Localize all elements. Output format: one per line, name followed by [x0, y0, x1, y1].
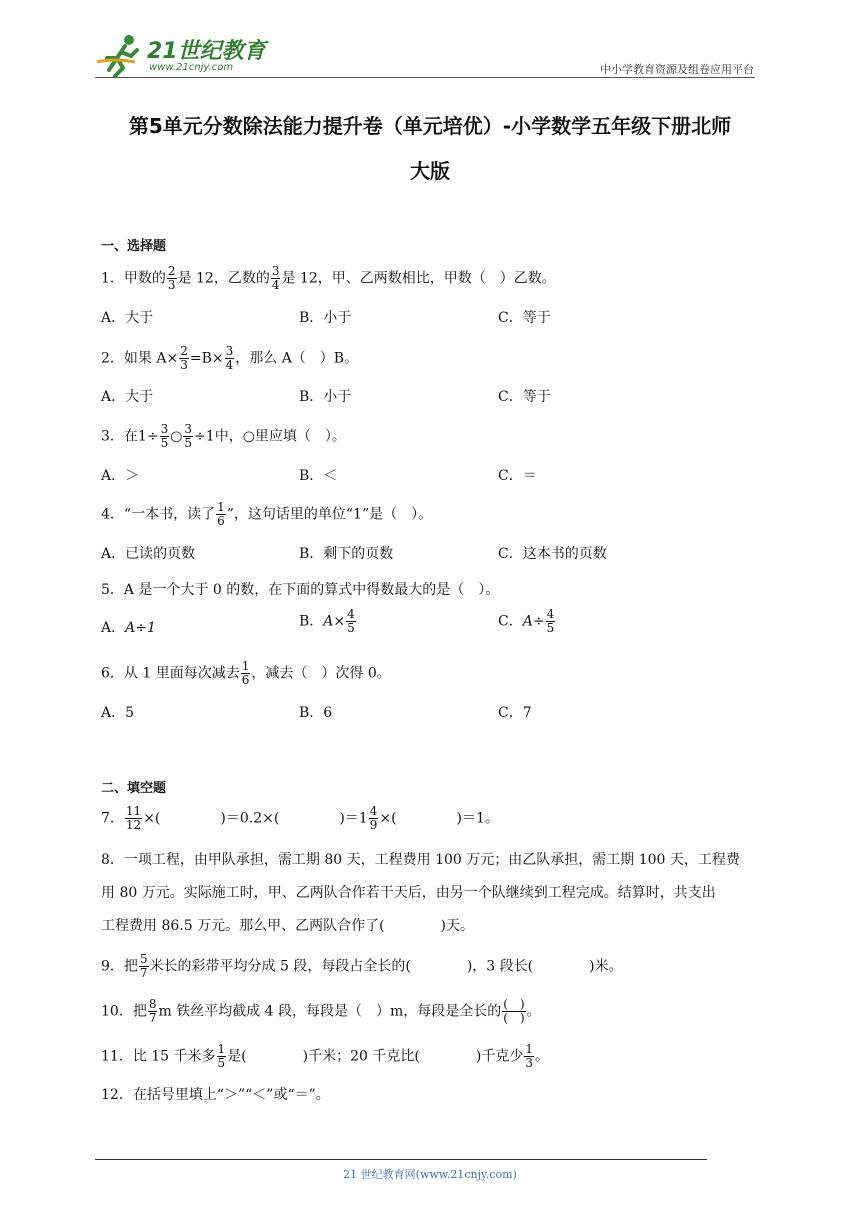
q6-option-b[interactable]: B．6: [299, 705, 333, 721]
section-heading-fill: 二、填空题: [101, 781, 167, 796]
fraction: $\frac{1}{5}$: [217, 1042, 226, 1070]
q4-option-c[interactable]: C．这本书的页数: [498, 546, 607, 562]
question-12: 12．在括号里填上“＞”“＜”或“＝”。: [101, 1087, 330, 1103]
fraction: $\frac{8}{7}$: [148, 997, 157, 1025]
fraction: $\frac{4}{5}$: [546, 607, 555, 635]
fraction: $\frac{1}{3}$: [525, 1042, 533, 1070]
footer-text[interactable]: 21 世纪教育网(www.21cnjy.com): [343, 1168, 517, 1181]
fraction: $\frac{3}{5}$: [160, 422, 169, 450]
fraction: $\frac{11}{12}$: [125, 804, 142, 832]
q3-option-c[interactable]: C．＝: [498, 468, 537, 484]
question-8-line3: 工程费用 86.5 万元。那么甲、乙两队合作了( )天。: [101, 918, 475, 934]
q2-option-c[interactable]: C．等于: [498, 389, 551, 405]
fraction: $\frac{4}{5}$: [347, 607, 355, 635]
fraction: $\frac{3}{4}$: [271, 264, 280, 292]
q2-option-b[interactable]: B．小于: [299, 389, 352, 405]
question-5: 5．A 是一个大于 0 的数，在下面的算式中得数最大的是（ ）。: [101, 582, 500, 598]
q1-option-a[interactable]: A．大于: [101, 310, 154, 326]
runner-logo-icon: [95, 32, 155, 78]
fraction: $\frac{4}{9}$: [369, 804, 378, 832]
fraction: $\frac{3}{5}$: [184, 422, 193, 450]
q4-option-a[interactable]: A．已读的页数: [101, 546, 196, 562]
fraction: $\frac{2}{3}$: [167, 264, 176, 292]
q5-option-c[interactable]: C．A÷ $\frac{4}{5}$: [498, 607, 555, 635]
fraction: $\frac{1}{6}$: [241, 659, 250, 687]
q5-option-a[interactable]: A．A÷1: [101, 620, 156, 636]
section-heading-choice: 一、选择题: [101, 239, 167, 254]
header-platform: 中小学教育资源及组卷应用平台: [600, 63, 754, 76]
page-title-line1: 第5单元分数除法能力提升卷（单元培优）-小学数学五年级下册北师: [128, 114, 732, 138]
logo-main-text: 21世纪教育: [147, 39, 266, 64]
q6-option-c[interactable]: C．7: [498, 705, 532, 721]
fraction: $\frac{5}{7}$: [139, 952, 148, 980]
q3-option-b[interactable]: B．＜: [299, 468, 338, 484]
q2-option-a[interactable]: A．大于: [101, 389, 154, 405]
question-10: 10．把 $\frac{8}{7}$ m 铁丝平均截成 4 段，每段是（ ）m，每段是全长的 $\frac{( )}{( )}$ 。: [101, 997, 541, 1025]
q4-option-b[interactable]: B．剩下的页数: [299, 546, 394, 562]
fraction: $\frac{1}{6}$: [217, 500, 225, 528]
question-7: 7． $\frac{11}{12}$ ×( )＝0.2×( )＝1 $\frac{4}{9}$ ×( )＝1。: [101, 804, 499, 832]
header-rule: [95, 77, 755, 78]
q1-option-c[interactable]: C．等于: [498, 310, 551, 326]
logo-sub-text: www.21cnjy.com: [149, 62, 234, 73]
footer-rule: [95, 1159, 707, 1160]
fraction: $\frac{2}{3}$: [180, 344, 188, 372]
question-4: 4．“一本书，读了 $\frac{1}{6}$ ”，这句话里的单位“1”是（ ）。: [101, 500, 433, 528]
question-6: 6．从 1 里面每次减去 $\frac{1}{6}$ ，减去（ ）次得 0。: [101, 659, 391, 687]
question-8-line1: 8．一项工程，由甲队承担，需工期 80 天，工程费用 100 万元；由乙队承担，需工期 100 天，工程费: [101, 852, 740, 868]
question-2: 2．如果 A× $\frac{2}{3}$ =B× $\frac{3}{4}$ ，那么 A（ ）B。: [101, 344, 359, 372]
q3-option-a[interactable]: A．＞: [101, 468, 140, 484]
q5-option-b[interactable]: B．A× $\frac{4}{5}$: [299, 607, 355, 635]
question-3: 3．在1÷ $\frac{3}{5}$ ○ $\frac{3}{5}$ ÷1中，○里应填（ ）。: [101, 422, 346, 450]
q6-option-a[interactable]: A．5: [101, 705, 135, 721]
q1-option-b[interactable]: B．小于: [299, 310, 352, 326]
question-11: 11．比 15 千米多 $\frac{1}{5}$ 是( )千米；20 千克比( )千克少 $\frac{1}{3}$ 。: [101, 1042, 549, 1070]
logo: [95, 30, 265, 80]
answer-fraction-blank[interactable]: $\frac{( )}{( )}$: [503, 997, 525, 1025]
question-8-line2: 用 80 万元。实际施工时，甲、乙两队合作若干天后，由另一个队继续到工程完成。结算时，共支出: [101, 885, 716, 901]
question-9: 9．把 $\frac{5}{7}$ 米长的彩带平均分成 5 段，每段占全长的( )，3 段长( )米。: [101, 952, 623, 980]
fraction: $\frac{3}{4}$: [225, 344, 234, 372]
question-1: 1．甲数的 $\frac{2}{3}$ 是 12，乙数的 $\frac{3}{4}$ 是 12，甲、乙两数相比，甲数（ ）乙数。: [101, 264, 556, 292]
page-title-line2: 大版: [410, 159, 450, 183]
